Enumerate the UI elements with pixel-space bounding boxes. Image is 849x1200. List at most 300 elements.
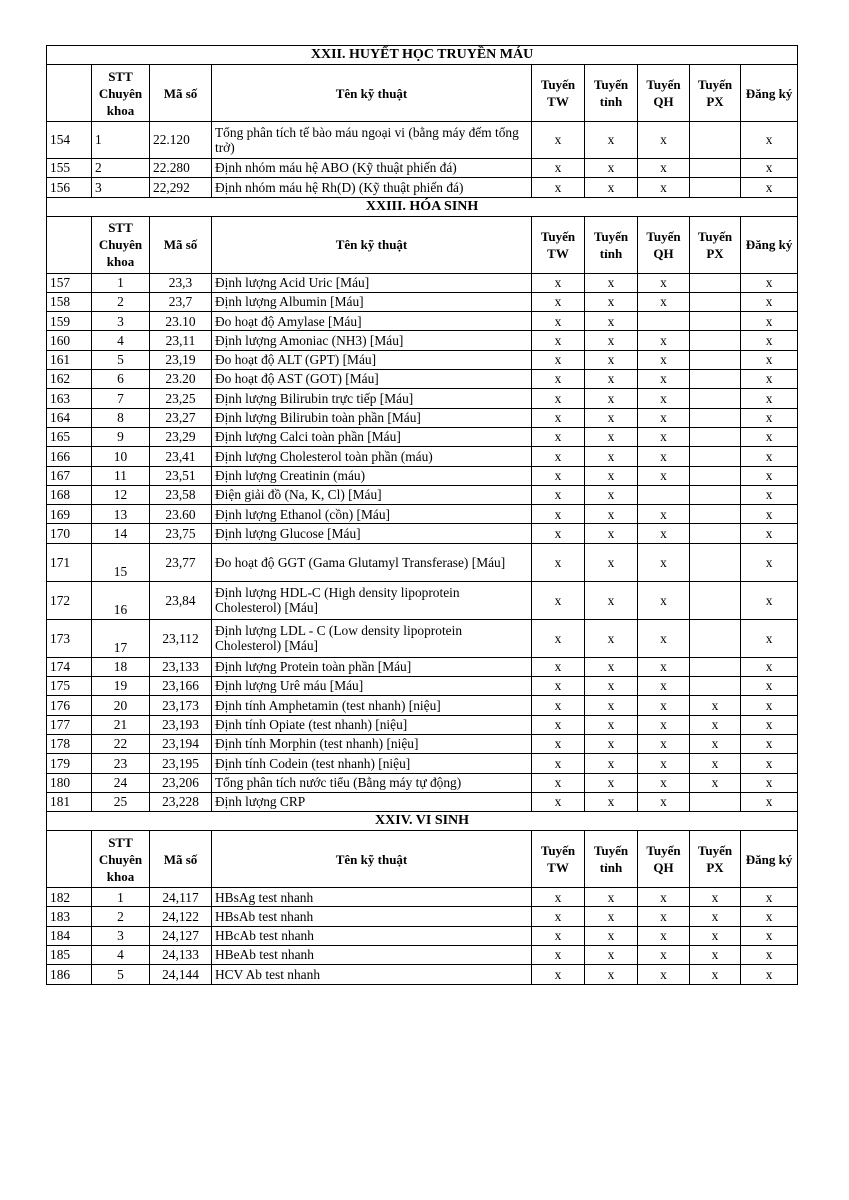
row-index-cell: 170 [47, 524, 92, 543]
row-tuyen-tinh-cell: x [585, 734, 638, 753]
row-tuyen-qh-cell: x [638, 331, 690, 350]
row-tuyen-qh-cell: x [638, 447, 690, 466]
row-stt-cell: 9 [92, 427, 150, 446]
row-tuyen-tw-cell: x [532, 926, 585, 945]
row-stt-cell: 19 [92, 677, 150, 696]
row-ma-so-cell: 23,206 [150, 773, 212, 792]
row-dang-ky-cell: x [741, 505, 798, 524]
row-tuyen-tw-cell: x [532, 312, 585, 331]
row-dang-ky-cell: x [741, 773, 798, 792]
header-ma-so: Mã số [150, 65, 212, 122]
row-stt-cell: 3 [92, 926, 150, 945]
row-index-cell: 180 [47, 773, 92, 792]
row-dang-ky-cell: x [741, 696, 798, 715]
table-row [47, 715, 798, 734]
row-technique-name-cell: Định nhóm máu hệ Rh(D) (Kỹ thuật phiến đá) [212, 178, 532, 197]
row-tuyen-px-cell [690, 543, 741, 581]
row-stt-cell: 15 [92, 543, 150, 581]
row-tuyen-tinh-cell: x [585, 715, 638, 734]
row-tuyen-tw-cell: x [532, 331, 585, 350]
row-tuyen-tinh-cell: x [585, 466, 638, 485]
row-ma-so-cell: 22.120 [150, 122, 212, 159]
table-row [47, 350, 798, 369]
table-row [47, 696, 798, 715]
header-tuyen-tw: Tuyến TW [532, 65, 585, 122]
header-tuyen-qh: Tuyến QH [638, 831, 690, 888]
row-stt-cell: 23 [92, 754, 150, 773]
row-index-cell: 161 [47, 350, 92, 369]
row-dang-ky-cell: x [741, 907, 798, 926]
row-ma-so-cell: 23,75 [150, 524, 212, 543]
row-ma-so-cell: 23,25 [150, 389, 212, 408]
row-dang-ky-cell: x [741, 792, 798, 811]
row-stt-cell: 7 [92, 389, 150, 408]
row-tuyen-tw-cell: x [532, 370, 585, 389]
row-tuyen-tinh-cell: x [585, 273, 638, 292]
row-tuyen-px-cell [690, 312, 741, 331]
header-tuyen-px: Tuyến PX [690, 831, 741, 888]
header-tuyen-qh: Tuyến QH [638, 65, 690, 122]
table-row [47, 619, 798, 657]
row-stt-cell: 25 [92, 792, 150, 811]
row-ma-so-cell: 22,292 [150, 178, 212, 197]
table-row [47, 773, 798, 792]
row-tuyen-qh-cell: x [638, 773, 690, 792]
row-tuyen-px-cell [690, 292, 741, 311]
row-tuyen-qh-cell: x [638, 159, 690, 178]
row-tuyen-qh-cell: x [638, 792, 690, 811]
table-row [47, 581, 798, 619]
row-index-cell: 186 [47, 965, 92, 984]
row-technique-name-cell: Định lượng Albumin [Máu] [212, 292, 532, 311]
row-tuyen-tinh-cell: x [585, 370, 638, 389]
section-title: XXII. HUYẾT HỌC TRUYỀN MÁU [47, 46, 798, 65]
row-stt-cell: 22 [92, 734, 150, 753]
row-tuyen-qh-cell: x [638, 505, 690, 524]
row-stt-cell: 3 [92, 178, 150, 197]
row-stt-cell: 17 [92, 619, 150, 657]
row-tuyen-px-cell [690, 581, 741, 619]
row-index-cell: 181 [47, 792, 92, 811]
row-ma-so-cell: 24,122 [150, 907, 212, 926]
row-tuyen-tw-cell: x [532, 389, 585, 408]
row-tuyen-qh-cell: x [638, 715, 690, 734]
row-dang-ky-cell: x [741, 581, 798, 619]
table-row [47, 273, 798, 292]
row-tuyen-qh-cell: x [638, 408, 690, 427]
row-tuyen-tw-cell: x [532, 581, 585, 619]
row-index-cell: 165 [47, 427, 92, 446]
row-tuyen-qh-cell: x [638, 581, 690, 619]
header-index [47, 65, 92, 122]
column-header-row [47, 216, 798, 273]
row-index-cell: 157 [47, 273, 92, 292]
row-tuyen-tinh-cell: x [585, 754, 638, 773]
header-ma-so: Mã số [150, 831, 212, 888]
table-body [47, 46, 798, 985]
row-tuyen-px-cell [690, 159, 741, 178]
row-ma-so-cell: 24,133 [150, 946, 212, 965]
row-tuyen-tw-cell: x [532, 888, 585, 907]
row-dang-ky-cell: x [741, 292, 798, 311]
row-tuyen-qh-cell [638, 485, 690, 504]
row-ma-so-cell: 23.20 [150, 370, 212, 389]
row-dang-ky-cell: x [741, 273, 798, 292]
row-stt-cell: 12 [92, 485, 150, 504]
row-tuyen-tinh-cell: x [585, 926, 638, 945]
row-stt-cell: 8 [92, 408, 150, 427]
table-row [47, 505, 798, 524]
row-dang-ky-cell: x [741, 888, 798, 907]
row-tuyen-tinh-cell: x [585, 292, 638, 311]
row-dang-ky-cell: x [741, 926, 798, 945]
row-tuyen-tw-cell: x [532, 657, 585, 676]
row-ma-so-cell: 22.280 [150, 159, 212, 178]
row-ma-so-cell: 23,41 [150, 447, 212, 466]
row-tuyen-tinh-cell: x [585, 696, 638, 715]
row-stt-cell: 24 [92, 773, 150, 792]
row-index-cell: 184 [47, 926, 92, 945]
row-index-cell: 156 [47, 178, 92, 197]
row-technique-name-cell: Định lượng Creatinin (máu) [212, 466, 532, 485]
row-ma-so-cell: 23,29 [150, 427, 212, 446]
header-stt: STT Chuyên khoa [92, 216, 150, 273]
row-dang-ky-cell: x [741, 122, 798, 159]
row-technique-name-cell: Đo hoạt độ Amylase [Máu] [212, 312, 532, 331]
row-dang-ky-cell: x [741, 657, 798, 676]
row-tuyen-tw-cell: x [532, 427, 585, 446]
row-technique-name-cell: Định lượng Bilirubin toàn phần [Máu] [212, 408, 532, 427]
row-technique-name-cell: Định tính Codein (test nhanh) [niệu] [212, 754, 532, 773]
row-technique-name-cell: Tổng phân tích nước tiểu (Bằng máy tự động) [212, 773, 532, 792]
table-row [47, 466, 798, 485]
row-index-cell: 163 [47, 389, 92, 408]
row-tuyen-tinh-cell: x [585, 524, 638, 543]
row-technique-name-cell: HBeAb test nhanh [212, 946, 532, 965]
row-tuyen-px-cell [690, 370, 741, 389]
row-ma-so-cell: 23,112 [150, 619, 212, 657]
row-tuyen-tinh-cell: x [585, 946, 638, 965]
row-tuyen-qh-cell: x [638, 292, 690, 311]
row-technique-name-cell: HBsAb test nhanh [212, 907, 532, 926]
table-row [47, 178, 798, 197]
row-dang-ky-cell: x [741, 427, 798, 446]
row-tuyen-tinh-cell: x [585, 178, 638, 197]
row-tuyen-tinh-cell: x [585, 447, 638, 466]
row-stt-cell: 1 [92, 122, 150, 159]
row-index-cell: 168 [47, 485, 92, 504]
row-tuyen-tw-cell: x [532, 273, 585, 292]
row-tuyen-px-cell [690, 619, 741, 657]
row-index-cell: 166 [47, 447, 92, 466]
row-ma-so-cell: 23,27 [150, 408, 212, 427]
row-index-cell: 174 [47, 657, 92, 676]
header-tuyen-qh: Tuyến QH [638, 216, 690, 273]
row-tuyen-tw-cell: x [532, 350, 585, 369]
row-tuyen-tw-cell: x [532, 965, 585, 984]
row-tuyen-tinh-cell: x [585, 677, 638, 696]
row-ma-so-cell: 23.60 [150, 505, 212, 524]
row-tuyen-tinh-cell: x [585, 657, 638, 676]
table-row [47, 792, 798, 811]
row-tuyen-tinh-cell: x [585, 773, 638, 792]
row-dang-ky-cell: x [741, 734, 798, 753]
row-technique-name-cell: HCV Ab test nhanh [212, 965, 532, 984]
row-technique-name-cell: Định lượng Glucose [Máu] [212, 524, 532, 543]
row-stt-cell: 10 [92, 447, 150, 466]
header-tuyen-tinh: Tuyến tỉnh [585, 216, 638, 273]
header-stt: STT Chuyên khoa [92, 65, 150, 122]
row-tuyen-tinh-cell: x [585, 389, 638, 408]
row-tuyen-qh-cell: x [638, 273, 690, 292]
row-index-cell: 167 [47, 466, 92, 485]
row-tuyen-qh-cell: x [638, 696, 690, 715]
header-index [47, 216, 92, 273]
row-technique-name-cell: Định lượng HDL-C (High density lipoprotein Cholesterol) [Máu] [212, 581, 532, 619]
column-header-row [47, 65, 798, 122]
table-row [47, 524, 798, 543]
row-tuyen-qh-cell: x [638, 754, 690, 773]
row-tuyen-qh-cell: x [638, 427, 690, 446]
row-tuyen-px-cell: x [690, 946, 741, 965]
row-ma-so-cell: 23,3 [150, 273, 212, 292]
row-stt-cell: 13 [92, 505, 150, 524]
row-tuyen-tw-cell: x [532, 619, 585, 657]
header-tuyen-px: Tuyến PX [690, 216, 741, 273]
row-tuyen-qh-cell: x [638, 389, 690, 408]
row-tuyen-px-cell [690, 447, 741, 466]
row-tuyen-qh-cell: x [638, 965, 690, 984]
header-ten-ky-thuat: Tên kỹ thuật [212, 216, 532, 273]
row-technique-name-cell: Định lượng LDL - C (Low density lipoprotein Cholesterol) [Máu] [212, 619, 532, 657]
table-row [47, 734, 798, 753]
table-row [47, 312, 798, 331]
row-technique-name-cell: Đo hoạt độ ALT (GPT) [Máu] [212, 350, 532, 369]
row-stt-cell: 18 [92, 657, 150, 676]
row-tuyen-qh-cell: x [638, 907, 690, 926]
section-title-row [47, 812, 798, 831]
row-tuyen-px-cell [690, 331, 741, 350]
row-tuyen-tinh-cell: x [585, 907, 638, 926]
row-ma-so-cell: 24,144 [150, 965, 212, 984]
row-technique-name-cell: Đo hoạt độ AST (GOT) [Máu] [212, 370, 532, 389]
row-stt-cell: 5 [92, 350, 150, 369]
header-dang-ky: Đăng ký [741, 216, 798, 273]
row-ma-so-cell: 23,133 [150, 657, 212, 676]
row-tuyen-px-cell: x [690, 696, 741, 715]
row-stt-cell: 20 [92, 696, 150, 715]
table-row [47, 159, 798, 178]
row-technique-name-cell: Định tính Opiate (test nhanh) [niệu] [212, 715, 532, 734]
row-dang-ky-cell: x [741, 312, 798, 331]
row-tuyen-tw-cell: x [532, 485, 585, 504]
row-tuyen-px-cell: x [690, 907, 741, 926]
header-index [47, 831, 92, 888]
row-tuyen-px-cell [690, 657, 741, 676]
row-dang-ky-cell: x [741, 408, 798, 427]
header-tuyen-tinh: Tuyến tỉnh [585, 831, 638, 888]
row-technique-name-cell: Điện giải đồ (Na, K, Cl) [Máu] [212, 485, 532, 504]
row-tuyen-tw-cell: x [532, 122, 585, 159]
row-tuyen-qh-cell: x [638, 350, 690, 369]
row-dang-ky-cell: x [741, 543, 798, 581]
row-tuyen-tw-cell: x [532, 178, 585, 197]
row-tuyen-px-cell: x [690, 965, 741, 984]
row-stt-cell: 1 [92, 273, 150, 292]
header-ten-ky-thuat: Tên kỹ thuật [212, 831, 532, 888]
section-title: XXIII. HÓA SINH [47, 197, 798, 216]
row-tuyen-qh-cell: x [638, 734, 690, 753]
column-header-row [47, 831, 798, 888]
row-ma-so-cell: 23,84 [150, 581, 212, 619]
row-index-cell: 169 [47, 505, 92, 524]
row-tuyen-px-cell [690, 273, 741, 292]
section-title: XXIV. VI SINH [47, 812, 798, 831]
section-title-row [47, 197, 798, 216]
row-dang-ky-cell: x [741, 159, 798, 178]
row-tuyen-tinh-cell: x [585, 888, 638, 907]
row-tuyen-tinh-cell: x [585, 350, 638, 369]
row-tuyen-tw-cell: x [532, 677, 585, 696]
row-tuyen-qh-cell: x [638, 370, 690, 389]
row-index-cell: 175 [47, 677, 92, 696]
row-tuyen-tw-cell: x [532, 408, 585, 427]
row-ma-so-cell: 23,166 [150, 677, 212, 696]
table-row [47, 657, 798, 676]
row-tuyen-px-cell: x [690, 715, 741, 734]
table-row [47, 331, 798, 350]
header-stt: STT Chuyên khoa [92, 831, 150, 888]
row-stt-cell: 4 [92, 331, 150, 350]
row-tuyen-px-cell: x [690, 734, 741, 753]
row-dang-ky-cell: x [741, 524, 798, 543]
row-index-cell: 183 [47, 907, 92, 926]
row-tuyen-qh-cell: x [638, 657, 690, 676]
row-technique-name-cell: Định nhóm máu hệ ABO (Kỹ thuật phiến đá) [212, 159, 532, 178]
header-tuyen-tinh: Tuyến tỉnh [585, 65, 638, 122]
row-stt-cell: 2 [92, 159, 150, 178]
row-ma-so-cell: 23,194 [150, 734, 212, 753]
row-ma-so-cell: 23,228 [150, 792, 212, 811]
row-dang-ky-cell: x [741, 389, 798, 408]
row-tuyen-px-cell: x [690, 754, 741, 773]
row-tuyen-qh-cell: x [638, 946, 690, 965]
row-ma-so-cell: 23.10 [150, 312, 212, 331]
technique-table [46, 45, 798, 985]
table-row [47, 122, 798, 159]
row-stt-cell: 4 [92, 946, 150, 965]
row-tuyen-tw-cell: x [532, 754, 585, 773]
row-tuyen-tw-cell: x [532, 505, 585, 524]
row-tuyen-tw-cell: x [532, 543, 585, 581]
row-tuyen-tw-cell: x [532, 907, 585, 926]
row-tuyen-px-cell [690, 466, 741, 485]
row-tuyen-px-cell [690, 350, 741, 369]
row-tuyen-px-cell: x [690, 926, 741, 945]
row-index-cell: 172 [47, 581, 92, 619]
row-stt-cell: 3 [92, 312, 150, 331]
row-ma-so-cell: 23,11 [150, 331, 212, 350]
table-row [47, 888, 798, 907]
row-tuyen-tw-cell: x [532, 447, 585, 466]
table-row [47, 292, 798, 311]
row-tuyen-tw-cell: x [532, 792, 585, 811]
row-index-cell: 158 [47, 292, 92, 311]
row-ma-so-cell: 23,58 [150, 485, 212, 504]
row-tuyen-tinh-cell: x [585, 312, 638, 331]
row-tuyen-px-cell: x [690, 888, 741, 907]
table-row [47, 543, 798, 581]
row-tuyen-tinh-cell: x [585, 581, 638, 619]
row-stt-cell: 1 [92, 888, 150, 907]
row-tuyen-px-cell [690, 178, 741, 197]
row-dang-ky-cell: x [741, 370, 798, 389]
table-row [47, 677, 798, 696]
header-tuyen-px: Tuyến PX [690, 65, 741, 122]
row-index-cell: 176 [47, 696, 92, 715]
row-ma-so-cell: 23,77 [150, 543, 212, 581]
row-tuyen-tw-cell: x [532, 734, 585, 753]
row-tuyen-px-cell [690, 524, 741, 543]
row-tuyen-tw-cell: x [532, 715, 585, 734]
row-stt-cell: 16 [92, 581, 150, 619]
row-tuyen-tw-cell: x [532, 524, 585, 543]
row-index-cell: 179 [47, 754, 92, 773]
row-tuyen-px-cell [690, 427, 741, 446]
row-dang-ky-cell: x [741, 715, 798, 734]
row-tuyen-tinh-cell: x [585, 543, 638, 581]
header-ma-so: Mã số [150, 216, 212, 273]
row-stt-cell: 2 [92, 907, 150, 926]
row-tuyen-qh-cell [638, 312, 690, 331]
row-ma-so-cell: 23,193 [150, 715, 212, 734]
row-index-cell: 173 [47, 619, 92, 657]
row-tuyen-tw-cell: x [532, 946, 585, 965]
row-dang-ky-cell: x [741, 447, 798, 466]
row-technique-name-cell: HBsAg test nhanh [212, 888, 532, 907]
row-tuyen-qh-cell: x [638, 524, 690, 543]
row-technique-name-cell: Định lượng Protein toàn phần [Máu] [212, 657, 532, 676]
row-tuyen-tinh-cell: x [585, 792, 638, 811]
row-tuyen-px-cell [690, 677, 741, 696]
row-tuyen-tw-cell: x [532, 696, 585, 715]
table-row [47, 389, 798, 408]
row-ma-so-cell: 23,7 [150, 292, 212, 311]
row-tuyen-tinh-cell: x [585, 485, 638, 504]
header-dang-ky: Đăng ký [741, 831, 798, 888]
section-title-row [47, 46, 798, 65]
row-ma-so-cell: 23,51 [150, 466, 212, 485]
row-tuyen-tinh-cell: x [585, 331, 638, 350]
row-tuyen-qh-cell: x [638, 543, 690, 581]
table-row [47, 965, 798, 984]
row-technique-name-cell: Đo hoạt độ GGT (Gama Glutamyl Transferase) [Máu] [212, 543, 532, 581]
header-tuyen-tw: Tuyến TW [532, 216, 585, 273]
row-index-cell: 160 [47, 331, 92, 350]
row-index-cell: 185 [47, 946, 92, 965]
row-index-cell: 162 [47, 370, 92, 389]
row-stt-cell: 21 [92, 715, 150, 734]
row-technique-name-cell: Định lượng Calci toàn phần [Máu] [212, 427, 532, 446]
row-tuyen-qh-cell: x [638, 619, 690, 657]
row-tuyen-px-cell: x [690, 773, 741, 792]
row-tuyen-tinh-cell: x [585, 122, 638, 159]
row-index-cell: 155 [47, 159, 92, 178]
row-tuyen-tinh-cell: x [585, 408, 638, 427]
row-tuyen-px-cell [690, 485, 741, 504]
row-dang-ky-cell: x [741, 965, 798, 984]
row-tuyen-qh-cell: x [638, 926, 690, 945]
